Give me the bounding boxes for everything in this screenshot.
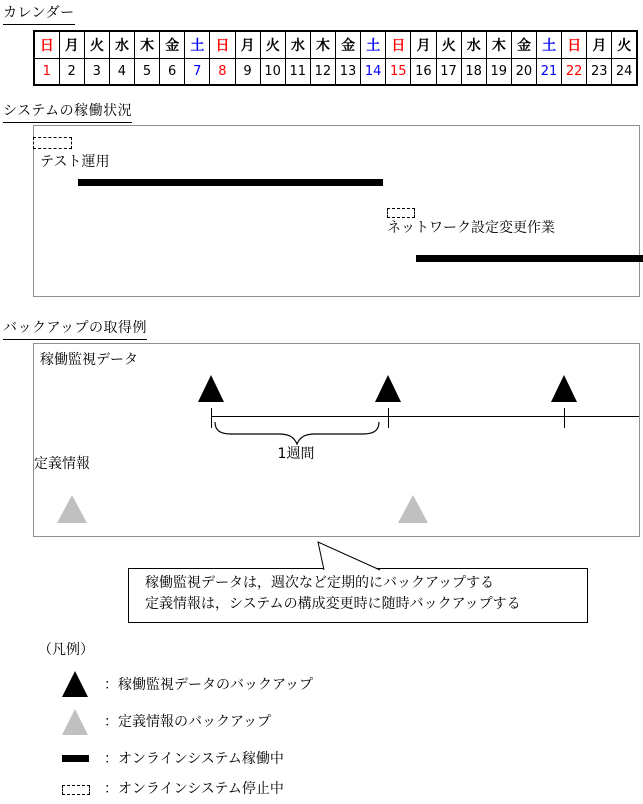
calendar-date-cell: 23 xyxy=(587,59,612,86)
system-status-box xyxy=(33,125,640,297)
legend-monitoring-backup-label: ：稼働監視データのバックアップ xyxy=(104,677,314,693)
calendar-date-cell: 21 xyxy=(537,59,562,86)
system-running-bar-1 xyxy=(78,179,383,186)
timeline-tick-2 xyxy=(388,408,389,428)
calendar-day-cell: 水 xyxy=(461,31,486,59)
calendar-table xyxy=(33,30,638,86)
legend-system-stopped-label: ：オンラインシステム停止中 xyxy=(104,781,284,797)
calendar-date-row xyxy=(34,59,637,86)
calendar-date-cell: 9 xyxy=(235,59,260,86)
calendar-date-cell: 5 xyxy=(135,59,160,86)
calendar-day-cell: 月 xyxy=(411,31,436,59)
calendar-day-cell: 月 xyxy=(235,31,260,59)
calendar-day-cell: 月 xyxy=(587,31,612,59)
calendar-day-cell: 木 xyxy=(310,31,335,59)
system-status-title: システムの稼働状況 xyxy=(3,100,132,123)
callout-tail xyxy=(310,541,386,571)
timeline-tick-1 xyxy=(211,408,212,428)
calendar-date-cell: 6 xyxy=(160,59,185,86)
calendar-title: カレンダー xyxy=(3,2,75,25)
calendar-day-cell: 土 xyxy=(361,31,386,59)
system-stopped-marker-1 xyxy=(33,137,72,149)
definition-backup-marker-1 xyxy=(57,495,87,523)
calendar-date-cell: 1 xyxy=(34,59,59,86)
system-running-bar-2 xyxy=(416,255,643,262)
calendar-date-cell: 24 xyxy=(612,59,637,86)
definition-info-label: 定義情報 xyxy=(34,456,90,472)
backup-example-box xyxy=(33,343,640,537)
calendar-date-cell: 11 xyxy=(285,59,310,86)
calendar-day-cell: 日 xyxy=(386,31,411,59)
calendar-date-cell: 22 xyxy=(562,59,587,86)
calendar-day-cell: 木 xyxy=(135,31,160,59)
network-change-label: ネットワーク設定変更作業 xyxy=(387,220,555,236)
test-operation-label: テスト運用 xyxy=(40,154,110,170)
calendar-day-cell: 土 xyxy=(537,31,562,59)
definition-backup-marker-2 xyxy=(398,495,428,523)
calendar-date-cell: 3 xyxy=(84,59,109,86)
calendar-day-row xyxy=(34,31,637,59)
legend-system-running-label: ：オンラインシステム稼働中 xyxy=(104,751,284,767)
calendar-day-cell: 月 xyxy=(59,31,84,59)
calendar-date-cell: 19 xyxy=(486,59,511,86)
legend-monitoring-backup-icon xyxy=(62,671,88,697)
calendar-day-cell: 日 xyxy=(34,31,59,59)
legend-title: （凡例） xyxy=(38,642,94,658)
calendar-date-cell: 12 xyxy=(310,59,335,86)
calendar-day-cell: 木 xyxy=(486,31,511,59)
legend-definition-backup-label: ：定義情報のバックアップ xyxy=(104,714,272,730)
callout-line-1: 稼働監視データは，週次など定期的にバックアップする xyxy=(145,575,495,591)
system-stopped-marker-2 xyxy=(387,208,415,218)
calendar-day-cell: 金 xyxy=(336,31,361,59)
legend-system-stopped-icon xyxy=(62,785,90,795)
legend-definition-backup-icon xyxy=(62,709,88,735)
calendar-date-cell: 16 xyxy=(411,59,436,86)
monitoring-backup-marker-3 xyxy=(551,375,577,402)
monitoring-data-label: 稼働監視データ xyxy=(40,352,138,368)
backup-example-title: バックアップの取得例 xyxy=(3,317,147,340)
calendar-date-cell: 14 xyxy=(361,59,386,86)
monitoring-backup-marker-2 xyxy=(375,375,401,402)
calendar-date-cell: 13 xyxy=(336,59,361,86)
calendar-date-cell: 8 xyxy=(210,59,235,86)
calendar-date-cell: 10 xyxy=(260,59,285,86)
calendar-date-cell: 4 xyxy=(109,59,134,86)
calendar-date-cell: 18 xyxy=(461,59,486,86)
calendar-day-cell: 火 xyxy=(436,31,461,59)
legend-system-running-icon xyxy=(62,755,89,762)
one-week-label: 1週間 xyxy=(277,446,315,462)
calendar-day-cell: 火 xyxy=(84,31,109,59)
timeline-tick-3 xyxy=(564,408,565,428)
calendar-date-cell: 15 xyxy=(386,59,411,86)
calendar-day-cell: 水 xyxy=(109,31,134,59)
calendar-day-cell: 火 xyxy=(260,31,285,59)
timeline-line xyxy=(211,416,639,417)
calendar-day-cell: 日 xyxy=(210,31,235,59)
calendar-day-cell: 火 xyxy=(612,31,637,59)
calendar-date-cell: 7 xyxy=(185,59,210,86)
one-week-brace xyxy=(213,420,381,447)
calendar-day-cell: 金 xyxy=(511,31,536,59)
monitoring-backup-marker-1 xyxy=(198,375,224,402)
calendar-date-cell: 2 xyxy=(59,59,84,86)
calendar-day-cell: 金 xyxy=(160,31,185,59)
callout-line-2: 定義情報は，システムの構成変更時に随時バックアップする xyxy=(145,596,521,612)
calendar-day-cell: 日 xyxy=(562,31,587,59)
calendar-date-cell: 20 xyxy=(511,59,536,86)
calendar-date-cell: 17 xyxy=(436,59,461,86)
callout-box xyxy=(128,568,588,623)
calendar-day-cell: 水 xyxy=(285,31,310,59)
calendar-day-cell: 土 xyxy=(185,31,210,59)
